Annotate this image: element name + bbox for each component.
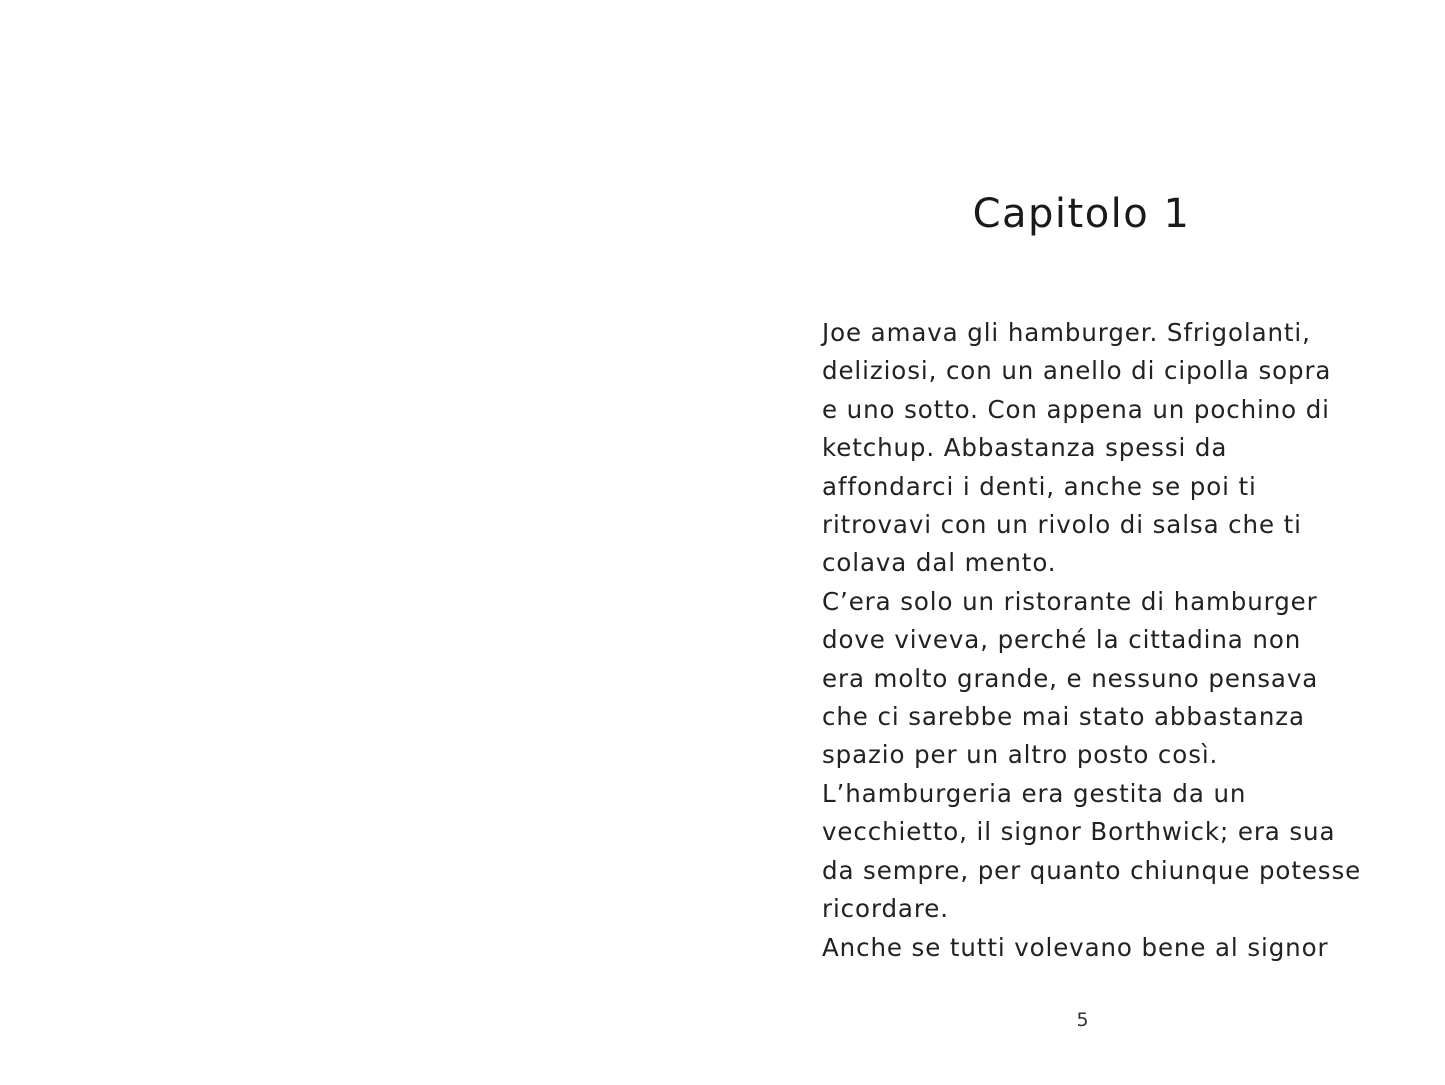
body-line: colava dal mento. — [822, 548, 1057, 578]
chapter-body — [822, 314, 1382, 967]
page-number: 5 — [1076, 1009, 1089, 1031]
body-line: ketchup. Abbastanza spessi da — [822, 433, 1228, 463]
body-line: dove viveva, perché la cittadina non — [822, 625, 1302, 655]
body-line: ricordare. — [822, 894, 949, 924]
body-line: affondarci i denti, anche se poi ti — [822, 471, 1257, 501]
body-line: che ci sarebbe mai stato abbastanza — [822, 702, 1305, 732]
body-line: da sempre, per quanto chiunque potesse — [822, 855, 1362, 885]
body-line: era molto grande, e nessuno pensava — [822, 663, 1319, 693]
body-line: deliziosi, con un anello di cipolla sopra — [822, 356, 1332, 386]
body-line: Anche se tutti volevano bene al signor — [822, 932, 1329, 962]
body-line: e uno sotto. Con appena un pochino di — [822, 394, 1330, 424]
body-line: spazio per un altro posto così. — [822, 740, 1219, 770]
body-line: ritrovavi con un rivolo di salsa che ti — [822, 510, 1302, 540]
body-line: L’hamburgeria era gestita da un — [822, 778, 1247, 808]
left-page — [0, 0, 722, 1085]
body-line: vecchietto, il signor Borthwick; era sua — [822, 817, 1336, 847]
body-line: Joe amava gli hamburger. Sfrigolanti, — [822, 318, 1311, 347]
right-page — [722, 0, 1445, 1085]
body-line: C’era solo un ristorante di hamburger — [822, 586, 1318, 616]
chapter-title: Capitolo 1 — [972, 191, 1191, 237]
